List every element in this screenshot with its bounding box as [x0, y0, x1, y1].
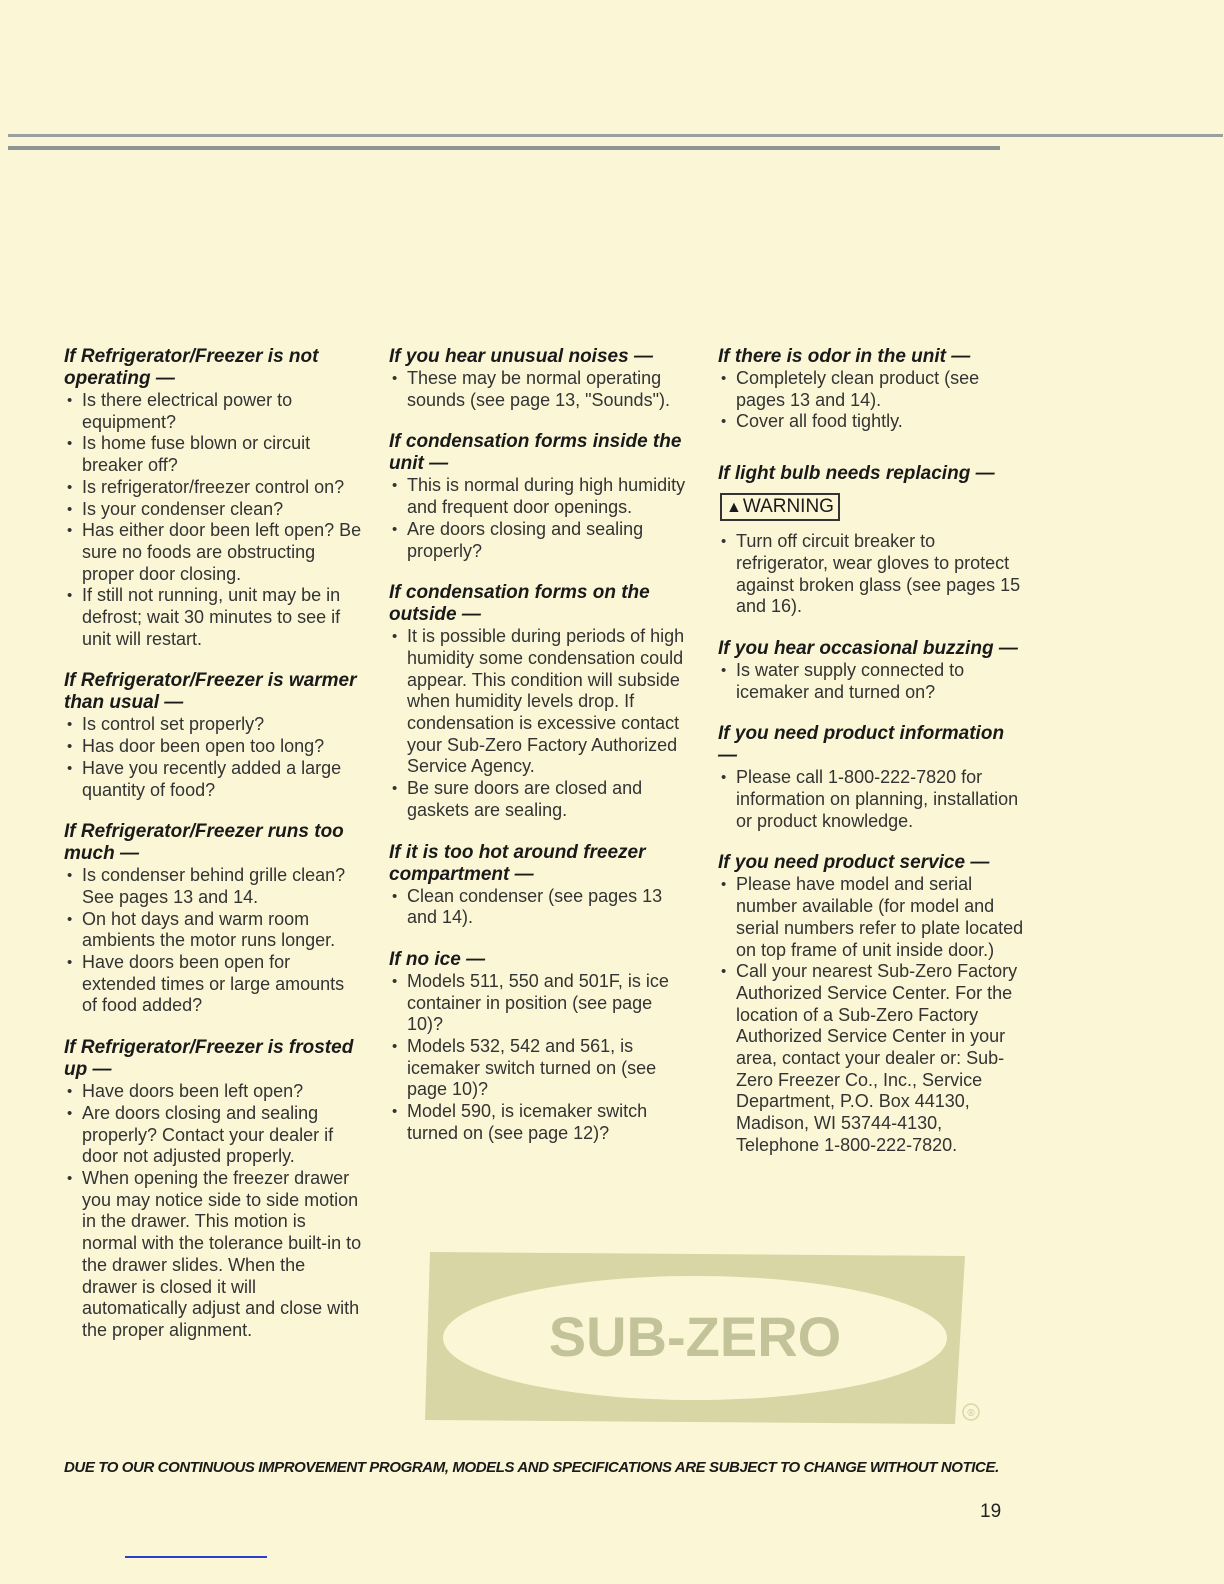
section-not-operating [64, 346, 364, 650]
list-item: • Is home fuse blown or circuit breaker off? [64, 433, 364, 476]
section-heading: If you hear occasional buzzing — [718, 637, 1018, 659]
list-item: • Have you recently added a large quantity of food? [64, 758, 364, 801]
warning-triangle-icon: ▲ [726, 499, 742, 517]
list-item: • Is your condenser clean? [64, 499, 364, 521]
footer-line [125, 1556, 267, 1558]
warning-label [720, 493, 840, 521]
list-item: • It is possible during periods of high humidity some condensation could appear. This condition will subside when humidity levels drop. If condensation is excessive contact your Sub-Zero Factory Authorized Service Agency. [389, 626, 689, 778]
section-no-ice [389, 949, 689, 1145]
list-item: • Has door been open too long? [64, 736, 364, 758]
list-item: • Turn off circuit breaker to refrigerator, wear gloves to protect against broken glass (see pages 15 and 16). [718, 531, 1028, 618]
column-1 [64, 346, 364, 1362]
section-unusual-noises [389, 346, 689, 411]
item-list [718, 531, 1028, 618]
list-item: • Please call 1-800-222-7820 for information on planning, installation or product knowledge. [718, 767, 1028, 832]
list-item: • Is refrigerator/freezer control on? [64, 477, 364, 499]
warning-text: WARNING [742, 496, 834, 518]
column-3 [718, 346, 1028, 1177]
section-heading: If Refrigerator/Freezer is not operating — [64, 346, 319, 389]
list-item: • Is water supply connected to icemaker and turned on? [718, 660, 1028, 703]
list-item: • Is control set properly? [64, 714, 364, 736]
list-item: • These may be normal operating sounds (see page 13, "Sounds"). [389, 368, 689, 411]
section-product-service [718, 852, 1028, 1156]
disclaimer: DUE TO OUR CONTINUOUS IMPROVEMENT PROGRAM, MODELS AND SPECIFICATIONS ARE SUBJECT TO CHANGE WITHOUT NOTICE. [64, 1459, 999, 1476]
sub-zero-logo [425, 1252, 985, 1437]
list-item: • Models 532, 542 and 561, is icemaker switch turned on (see page 10)? [389, 1036, 689, 1101]
item-list [718, 874, 1028, 1156]
list-item: • Have doors been left open? [64, 1081, 364, 1103]
list-item: • If still not running, unit may be in defrost; wait 30 minutes to see if unit will restart. [64, 585, 364, 650]
list-item: • Cover all food tightly. [718, 411, 1028, 433]
list-item: • When opening the freezer drawer you may notice side to side motion in the drawer. This motion is normal with the tolerance built-in to the drawer slides. When the drawer is closed it will automatically adjust and close with the proper alignment. [64, 1168, 364, 1342]
list-item: • Please have model and serial number available (for model and serial numbers refer to plate located on top frame of unit inside door.) [718, 874, 1028, 961]
section-condensation-inside [389, 431, 689, 562]
item-list [64, 865, 364, 1017]
list-item: • Are doors closing and sealing properly? Contact your dealer if door not adjusted properly. [64, 1103, 364, 1168]
section-product-info [718, 723, 1028, 832]
section-heading: If Refrigerator/Freezer runs too much — [64, 821, 344, 865]
section-heading: If no ice — [389, 948, 486, 970]
item-list [389, 971, 689, 1145]
section-heading: If there is odor in the unit — [718, 346, 971, 367]
section-heading: If condensation forms on the outside — [389, 582, 650, 626]
item-list [718, 767, 1028, 832]
item-list [718, 660, 1028, 703]
section-condensation-outside [389, 582, 689, 821]
section-buzzing [718, 638, 1028, 703]
section-heading: If condensation forms inside the unit — [389, 431, 682, 475]
section-warmer [64, 670, 364, 801]
list-item: • Completely clean product (see pages 13 and 14). [718, 368, 1028, 411]
list-item: • On hot days and warm room ambients the motor runs longer. [64, 909, 364, 952]
column-2 [389, 346, 689, 1165]
item-list [64, 1081, 364, 1341]
section-runs-too-much [64, 821, 364, 1017]
item-list [64, 714, 364, 801]
list-item: • Models 511, 550 and 501F, is ice container in position (see page 10)? [389, 971, 689, 1036]
section-heading: If you need product information — [718, 723, 1005, 767]
section-heading: If you need product service — [718, 852, 990, 874]
list-item: • This is normal during high humidity and frequent door openings. [389, 475, 689, 518]
section-heading: If Refrigerator/Freezer is frosted up — [64, 1037, 354, 1081]
registered-mark: ® [967, 1408, 975, 1419]
list-item: • Have doors been open for extended times or large amounts of food added? [64, 952, 364, 1017]
item-list [389, 368, 689, 411]
list-item: • Call your nearest Sub-Zero Factory Authorized Service Center. For the location of a Sub-Zero Factory Authorized Service Center in your area, contact your dealer or: Sub-Zero Freezer Co., Inc., Service Department, P.O. Box 44130, Madison, WI 53744-4130, Telephone 1-800-222-7820. [718, 961, 1028, 1156]
top-rule [8, 134, 1223, 137]
top-rule-lower [8, 146, 1000, 150]
item-list [718, 368, 1028, 433]
list-item: • Be sure doors are closed and gaskets are sealing. [389, 778, 689, 821]
item-list [389, 886, 689, 929]
list-item: • Is there electrical power to equipment? [64, 390, 364, 433]
section-too-hot-freezer [389, 842, 689, 929]
section-light-bulb [718, 463, 1028, 618]
item-list [389, 626, 689, 821]
section-heading: If you hear unusual noises — [389, 346, 653, 367]
sub-zero-logo-icon [425, 1252, 985, 1432]
page-number: 19 [980, 1501, 1002, 1522]
section-heading: If it is too hot around freezer compartment — [389, 841, 646, 885]
section-heading: If Refrigerator/Freezer is warmer than usual — [64, 670, 357, 714]
list-item: • Is condenser behind grille clean? See pages 13 and 14. [64, 865, 364, 908]
item-list [389, 475, 689, 562]
section-heading: If light bulb needs replacing — [718, 463, 995, 485]
section-odor [718, 346, 1028, 433]
list-item: • Are doors closing and sealing properly? [389, 519, 689, 562]
logo-text: SUB-ZERO [548, 1305, 842, 1368]
list-item: • Model 590, is icemaker switch turned on (see page 12)? [389, 1101, 689, 1144]
item-list [64, 390, 364, 650]
list-item: • Has either door been left open? Be sure no foods are obstructing proper door closing. [64, 520, 364, 585]
section-frosted-up [64, 1037, 364, 1341]
list-item: • Clean condenser (see pages 13 and 14). [389, 886, 689, 929]
